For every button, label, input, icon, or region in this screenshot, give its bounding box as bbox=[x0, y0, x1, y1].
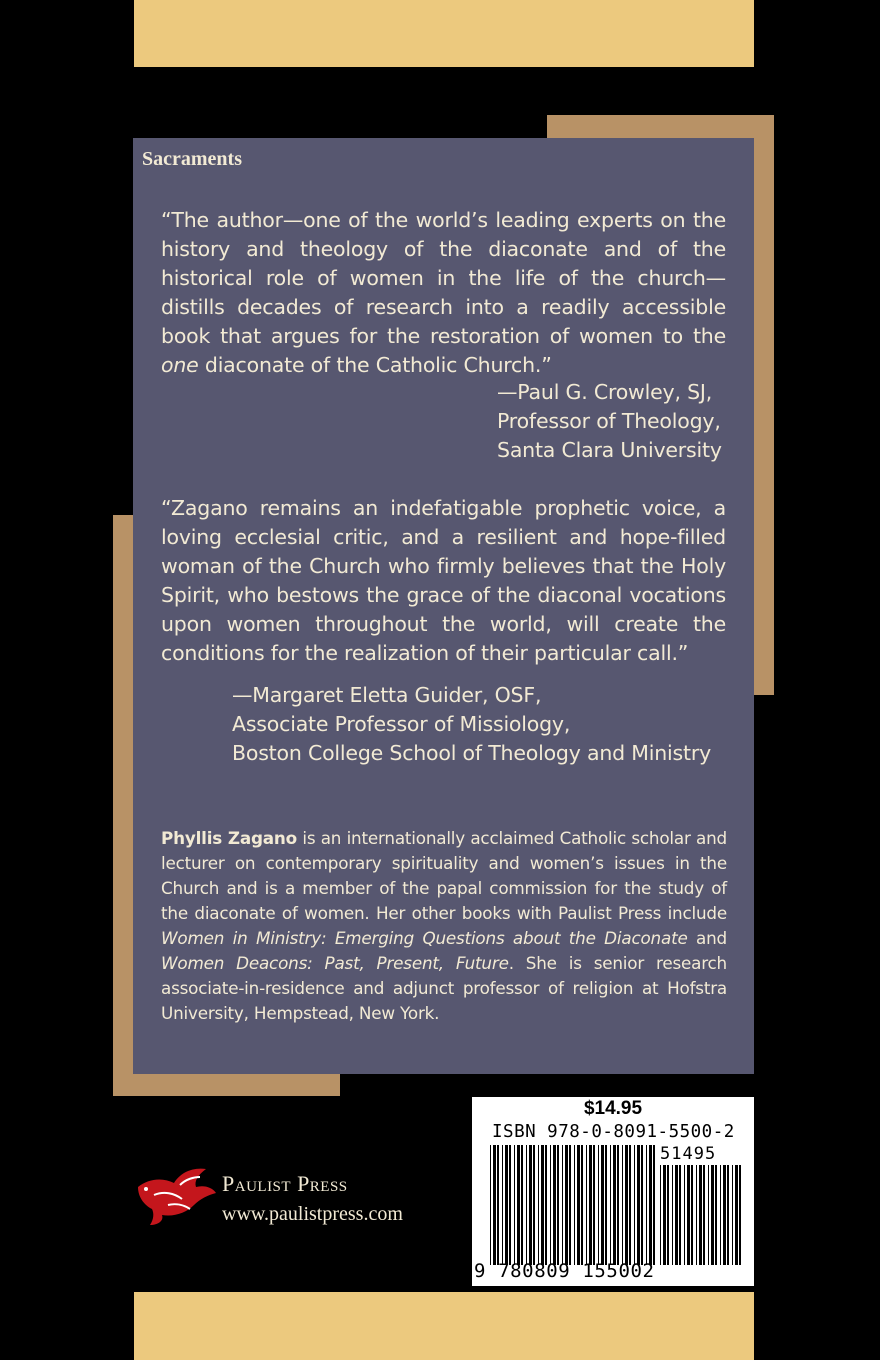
barcode-bar bbox=[696, 1165, 697, 1265]
barcode-bar bbox=[545, 1145, 547, 1265]
barcode-bar bbox=[660, 1165, 661, 1265]
attribution-line: Professor of Theology, bbox=[497, 409, 721, 433]
barcode-bar bbox=[569, 1145, 571, 1265]
barcode-bar bbox=[629, 1145, 631, 1265]
addon-barcode bbox=[660, 1165, 744, 1265]
barcode-bar bbox=[703, 1165, 705, 1265]
barcode-bar bbox=[601, 1145, 604, 1265]
price-code-label: 51495 bbox=[660, 1144, 717, 1164]
barcode-bar bbox=[617, 1145, 619, 1265]
barcode-bar bbox=[672, 1165, 673, 1265]
bottom-band bbox=[134, 1292, 754, 1360]
barcode-bar bbox=[497, 1145, 499, 1265]
attribution-line: Boston College School of Theology and Ministry bbox=[232, 741, 712, 765]
dove-icon bbox=[134, 1165, 218, 1227]
barcode-bar bbox=[526, 1145, 527, 1265]
barcode-bar bbox=[517, 1145, 520, 1265]
barcode-bar bbox=[653, 1145, 655, 1265]
barcode-bar bbox=[711, 1165, 714, 1265]
ean-digits: 9 780809 155002 bbox=[474, 1260, 655, 1282]
attribution-line: Associate Professor of Missiology, bbox=[232, 712, 571, 736]
quote-1-text-a: “The author—one of the world’s leading experts on the history and theology of the diaconate and of the historical role of women in the life of the church—distills decades of research into a readily accessible book that argues for the restoration of women to the bbox=[161, 208, 726, 348]
ean-barcode bbox=[490, 1145, 656, 1265]
text-panel bbox=[133, 138, 754, 1074]
attribution-line: —Margaret Eletta Guider, OSF, bbox=[232, 683, 542, 707]
barcode-bar bbox=[691, 1165, 693, 1265]
barcode-bar bbox=[598, 1145, 599, 1265]
quote-1-attribution bbox=[497, 378, 722, 465]
barcode-bar bbox=[715, 1165, 717, 1265]
endorsement-quote-1 bbox=[161, 206, 726, 380]
barcode-bar bbox=[521, 1145, 523, 1265]
bio-text: is an internationally acclaimed Catholic scholar and lecturer on contemporary spirituality and women’s issues in the Church and is a member of the papal commission for the study of the diaconate of women. Her other books with Paulist Press include bbox=[161, 828, 727, 923]
barcode-bar bbox=[625, 1145, 628, 1265]
barcode-bar bbox=[533, 1145, 535, 1265]
barcode-bar bbox=[699, 1165, 702, 1265]
barcode-bar bbox=[663, 1165, 666, 1265]
barcode-bar bbox=[622, 1145, 623, 1265]
barcode-bar bbox=[538, 1145, 539, 1265]
barcode-bar bbox=[593, 1145, 595, 1265]
barcode-bar bbox=[553, 1145, 556, 1265]
barcode-bar bbox=[610, 1145, 611, 1265]
barcode-bar bbox=[550, 1145, 551, 1265]
barcode-bar bbox=[634, 1145, 635, 1265]
barcode-bar bbox=[646, 1145, 647, 1265]
book-title: Women Deacons: Past, Present, Future bbox=[161, 953, 509, 973]
barcode-bar bbox=[562, 1145, 563, 1265]
barcode-bar bbox=[735, 1165, 738, 1265]
barcode-block bbox=[472, 1097, 754, 1286]
endorsement-quote-2: “Zagano remains an indefatigable prophetic voice, a loving ecclesial critic, and a resilient and hope-filled woman of the Church who firmly believes that the Holy Spirit, who bestows the grace of the diaconal vocations upon women throughout the world, will create the conditions for the realization of their particular call.” bbox=[161, 496, 726, 665]
top-band bbox=[134, 0, 754, 67]
barcode-bar bbox=[720, 1165, 721, 1265]
barcode-bar bbox=[502, 1145, 503, 1265]
barcode-bar bbox=[727, 1165, 729, 1265]
barcode-bar bbox=[637, 1145, 640, 1265]
publisher-block bbox=[134, 1165, 454, 1235]
barcode-bar bbox=[739, 1165, 741, 1265]
author-name: Phyllis Zagano bbox=[161, 828, 297, 848]
author-bio bbox=[161, 826, 727, 1026]
barcode-bar bbox=[574, 1145, 575, 1265]
barcode-bar bbox=[490, 1145, 491, 1265]
price-label: $14.95 bbox=[583, 1098, 643, 1119]
quote-1-emphasis: one bbox=[161, 353, 199, 377]
barcode-bar bbox=[505, 1145, 508, 1265]
quote-2-attribution bbox=[232, 681, 711, 768]
bio-text: and bbox=[687, 928, 727, 948]
barcode-bar bbox=[687, 1165, 690, 1265]
barcode-bar bbox=[675, 1165, 678, 1265]
barcode-bar bbox=[723, 1165, 726, 1265]
barcode-bar bbox=[613, 1145, 616, 1265]
barcode-bar bbox=[581, 1145, 583, 1265]
quote-1-text-b: diaconate of the Catholic Church.” bbox=[198, 353, 552, 377]
attribution-line: —Paul G. Crowley, SJ, bbox=[497, 380, 713, 404]
barcode-bar bbox=[684, 1165, 685, 1265]
book-title: Women in Ministry: Emerging Questions about the Diaconate bbox=[161, 928, 688, 948]
publisher-url: www.paulistpress.com bbox=[222, 1203, 403, 1225]
barcode-bar bbox=[667, 1165, 669, 1265]
isbn-label: ISBN 978-0-8091-5500-2 bbox=[492, 1122, 735, 1142]
barcode-bar bbox=[641, 1145, 643, 1265]
barcode-bar bbox=[679, 1165, 681, 1265]
barcode-bar bbox=[577, 1145, 580, 1265]
bio-text: . She is senior research associate-in-residence and adjunct professor of religion at Hofstra University, Hempstead, New York. bbox=[161, 953, 727, 1023]
barcode-bar bbox=[509, 1145, 511, 1265]
barcode-bar bbox=[605, 1145, 607, 1265]
barcode-bar bbox=[557, 1145, 559, 1265]
barcode-bar bbox=[589, 1145, 592, 1265]
barcode-bar bbox=[565, 1145, 568, 1265]
barcode-bar bbox=[529, 1145, 532, 1265]
barcode-bar bbox=[514, 1145, 515, 1265]
barcode-bar bbox=[708, 1165, 709, 1265]
barcode-bar bbox=[541, 1145, 544, 1265]
barcode-bar bbox=[732, 1165, 733, 1265]
publisher-name: Paulist Press bbox=[222, 1171, 348, 1196]
category-label: Sacraments bbox=[142, 148, 242, 170]
barcode-bar bbox=[493, 1145, 496, 1265]
barcode-bar bbox=[586, 1145, 587, 1265]
attribution-line: Santa Clara University bbox=[497, 438, 722, 462]
barcode-bar bbox=[649, 1145, 652, 1265]
